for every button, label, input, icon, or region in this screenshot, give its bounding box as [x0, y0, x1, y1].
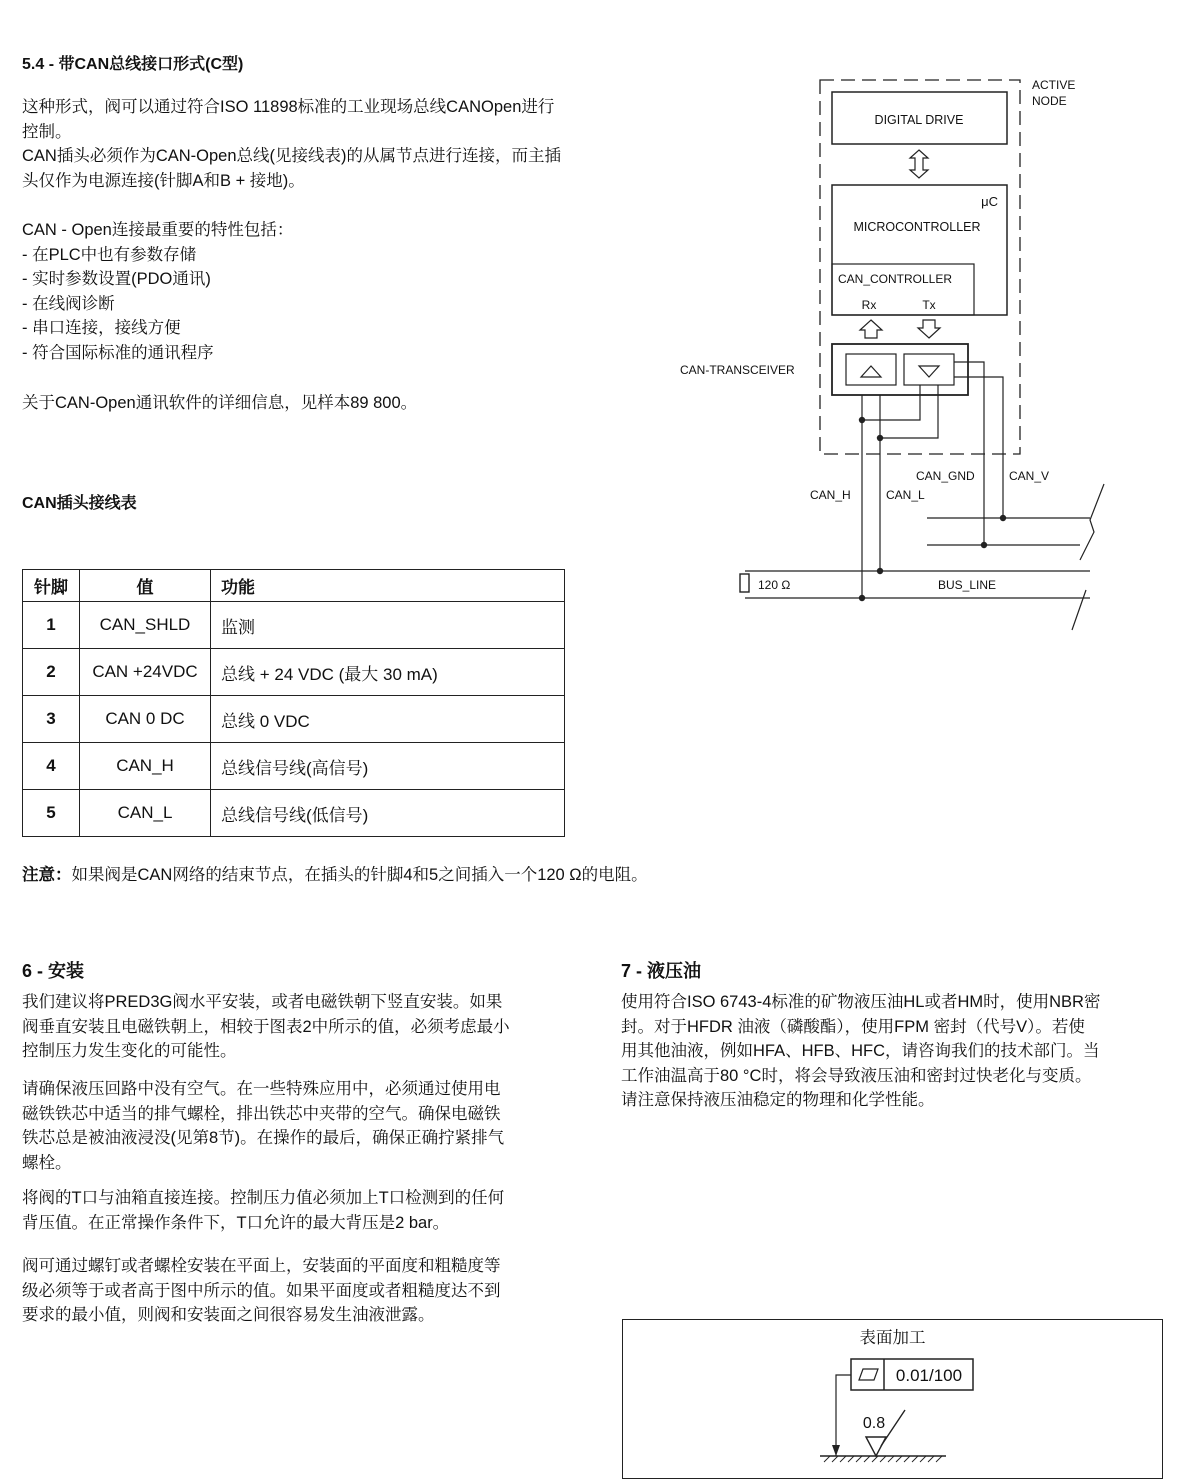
table-row — [23, 696, 565, 743]
function-cell: 总线信号线(低信号) — [211, 790, 565, 837]
header-function: 功能 — [211, 570, 565, 602]
bus-lines — [745, 484, 1104, 630]
feature-item: - 符合国际标准的通讯程序 — [22, 343, 214, 362]
value-cell: CAN +24VDC — [80, 649, 211, 696]
section-heading-6: 6 - 安装 — [22, 961, 85, 981]
tx-down-arrow-icon — [918, 320, 940, 338]
text-line: 我们建议将PRED3G阀水平安装，或者电磁铁朝下竖直安装。如果 — [22, 993, 503, 1011]
active-node-label-1: ACTIVE — [1032, 78, 1076, 92]
can-l-label: CAN_L — [886, 488, 925, 502]
feature-item: - 在线阀诊断 — [22, 294, 115, 313]
pin-cell: 5 — [23, 790, 80, 837]
feature-item: - 串口连接，接线方便 — [22, 319, 181, 337]
header-value: 值 — [80, 570, 211, 602]
surface-finish-symbols — [810, 1350, 990, 1466]
install-paragraph-4 — [22, 1254, 501, 1328]
feature-item: - 实时参数设置(PDO通讯) — [22, 270, 211, 288]
flatness-value: 0.01/100 — [895, 1366, 963, 1385]
table-row — [23, 790, 565, 837]
can-h-label: CAN_H — [810, 488, 851, 502]
value-cell: CAN_SHLD — [80, 602, 211, 649]
text-line: 请确保液压回路中没有空气。在一些特殊应用中，必须通过使用电 — [22, 1080, 501, 1098]
intro-line: 这种形式，阀可以通过符合ISO 11898标准的工业现场总线CANOpen进行 — [22, 98, 555, 116]
function-cell: 监测 — [211, 602, 565, 649]
text-line: 请注意保持液压油稳定的物理和化学性能。 — [621, 1091, 935, 1109]
roughness-value: 0.8 — [862, 1415, 886, 1432]
value-cell: CAN 0 DC — [80, 696, 211, 743]
intro-line: 头仅作为电源连接(针脚A和B + 接地)。 — [22, 171, 305, 190]
table-row — [23, 602, 565, 649]
table-row — [23, 649, 565, 696]
more-info-text: 关于CAN-Open通讯软件的详细信息，见样本89 800。 — [22, 394, 418, 412]
text-line: 阀垂直安装且电磁铁朝上，相较于图表2中所示的值，必须考虑最小 — [22, 1017, 510, 1036]
function-cell: 总线信号线(高信号) — [211, 743, 565, 790]
text-line: 磁铁铁芯中适当的排气螺栓，排出铁芯中夹带的空气。确保电磁铁 — [22, 1104, 501, 1123]
text-line: 封。对于HFDR 油液（磷酸酯），使用FPM 密封（代号V）。若使 — [621, 1017, 1085, 1036]
microcontroller-label: MICROCONTROLLER — [853, 220, 981, 234]
pin-cell: 4 — [23, 743, 80, 790]
pin-cell: 3 — [23, 696, 80, 743]
pin-cell: 2 — [23, 649, 80, 696]
can-controller-label: CAN_CONTROLLER — [838, 272, 953, 286]
features-title: CAN - Open连接最重要的特性包括： — [22, 221, 294, 239]
rx-up-arrow-icon — [860, 320, 882, 338]
rx-label: Rx — [861, 298, 877, 312]
surface-hatching — [824, 1456, 942, 1462]
termination-note — [22, 863, 648, 888]
bus-line-label: BUS_LINE — [938, 578, 997, 592]
can-intro-paragraph — [22, 95, 561, 193]
text-line: 螺栓。 — [22, 1153, 72, 1172]
can-gnd-label: CAN_GND — [916, 469, 975, 483]
table-header-row — [23, 570, 565, 602]
function-cell: 总线 0 VDC — [211, 696, 565, 743]
pin-cell: 1 — [23, 602, 80, 649]
text-line: 控制压力发生变化的可能性。 — [22, 1042, 237, 1060]
mu-c-label: μC — [981, 194, 998, 209]
text-line: 背压值。在正常操作条件下，T口允许的最大背压是2 bar。 — [22, 1213, 450, 1232]
surface-finish-title: 表面加工 — [859, 1329, 926, 1347]
install-paragraph-2 — [22, 1077, 504, 1175]
can-features-list — [22, 218, 293, 365]
note-label: 注意： — [22, 866, 72, 884]
function-cell: 总线 + 24 VDC (最大 30 mA) — [211, 649, 565, 696]
section-heading-5-4: 5.4 - 带CAN总线接口形式(C型) — [22, 56, 244, 73]
intro-line: CAN插头必须作为CAN-Open总线(见接线表)的从属节点进行连接，而主插 — [22, 147, 562, 165]
can-transceiver-label: CAN-TRANSCEIVER — [680, 363, 795, 377]
install-paragraph-1 — [22, 990, 510, 1064]
oil-paragraph — [621, 990, 1100, 1113]
section-heading-7: 7 - 液压油 — [621, 961, 702, 981]
value-cell: CAN_H — [80, 743, 211, 790]
header-pin: 针脚 — [23, 570, 80, 602]
text-line: 将阀的T口与油箱直接连接。控制压力值必须加上T口检测到的任何 — [22, 1189, 505, 1207]
text-line: 阀可通过螺钉或者螺栓安装在平面上，安装面的平面度和粗糙度等 — [22, 1257, 501, 1275]
text-line: 使用符合ISO 6743-4标准的矿物液压油HL或者HM时，使用NBR密 — [621, 993, 1101, 1011]
text-line: 铁芯总是被油液浸没(见第8节)。在操作的最后，确保正确拧紧排气 — [22, 1129, 505, 1147]
transceiver-rx-cell — [846, 354, 896, 385]
transceiver-tx-cell — [904, 354, 954, 385]
roughness-triangle-icon — [866, 1437, 886, 1456]
install-paragraph-3 — [22, 1186, 504, 1235]
digital-drive-label: DIGITAL DRIVE — [874, 113, 964, 127]
value-cell: CAN_L — [80, 790, 211, 837]
feature-item: - 在PLC中也有参数存储 — [22, 245, 197, 264]
note-text: 如果阀是CAN网络的结束节点，在插头的针脚4和5之间插入一个120 Ω的电阻。 — [71, 866, 648, 884]
text-line: 要求的最小值，则阀和安装面之间很容易发生油液泄露。 — [22, 1306, 435, 1324]
can-v-label: CAN_V — [1009, 469, 1050, 483]
table-title: CAN插头接线表 — [22, 495, 137, 512]
resistor-icon — [740, 574, 749, 592]
resistor-label: 120 Ω — [758, 578, 791, 592]
intro-line: 控制。 — [22, 122, 72, 141]
text-line: 级必须等于或者高于图中所示的值。如果平面度或者粗糙度达不到 — [22, 1281, 501, 1300]
text-line: 用其他油液，例如HFA、HFB、HFC，请咨询我们的技术部门。当 — [621, 1042, 1100, 1060]
active-node-label-2: NODE — [1032, 94, 1067, 108]
table-row — [23, 743, 565, 790]
can-bus-diagram — [660, 60, 1140, 660]
text-line: 工作油温高于80 °C时，将会导致液压油和密封过快老化与变质。 — [621, 1066, 1092, 1085]
bidirectional-arrow-icon — [910, 150, 928, 178]
tx-label: Tx — [922, 298, 936, 312]
can-pin-table — [22, 569, 565, 837]
